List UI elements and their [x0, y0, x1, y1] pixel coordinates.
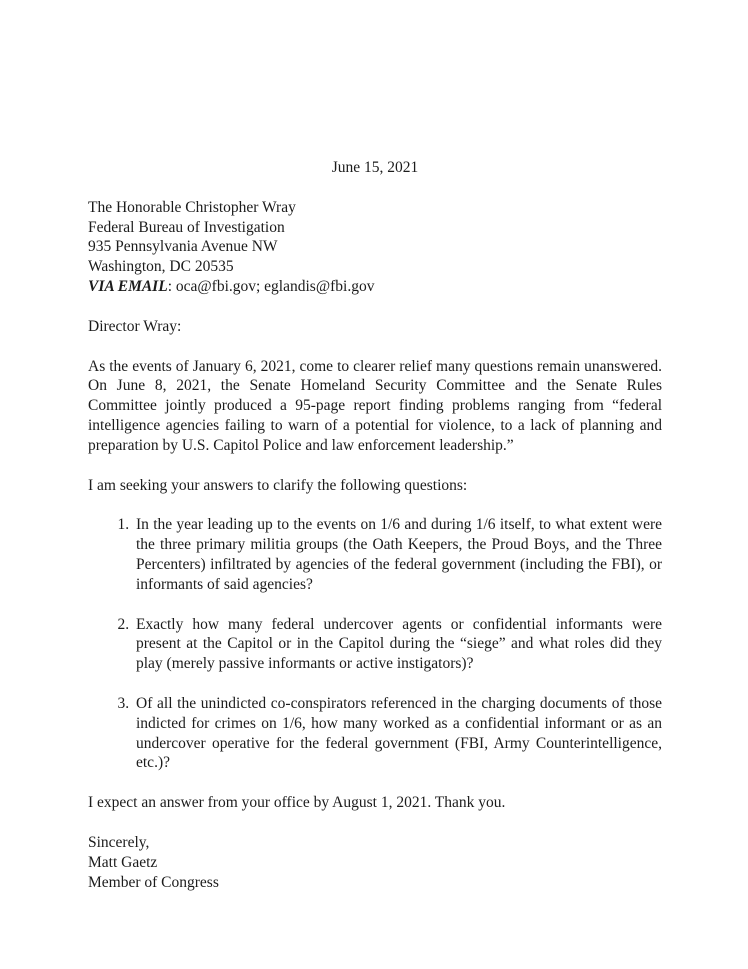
signature-closing: Sincerely,	[88, 833, 150, 851]
recipient-street: 935 Pennsylvania Avenue NW	[88, 238, 278, 256]
body-paragraph-2: I am seeking your answers to clarify the following questions:	[88, 476, 468, 494]
via-email-addresses: : oca@fbi.gov; eglandis@fbi.gov	[167, 277, 375, 295]
letter-date: June 15, 2021	[331, 159, 419, 176]
signature-name: Matt Gaetz	[88, 853, 158, 871]
via-email-line	[88, 277, 662, 297]
recipient-organization: Federal Bureau of Investigation	[88, 218, 285, 236]
signature-block	[88, 833, 662, 892]
signature-title: Member of Congress	[88, 873, 219, 891]
recipient-name: The Honorable Christopher Wray	[88, 198, 296, 216]
closing-paragraph: I expect an answer from your office by August 1, 2021. Thank you.	[88, 794, 506, 812]
letter-content	[88, 158, 662, 892]
via-email-label: VIA EMAIL	[88, 277, 168, 295]
recipient-address-block	[88, 198, 662, 297]
question-item-3: 3. Of all the unindicted co-conspirators referenced in the charging documents of those indicted for crimes on 1/6, how many worked as a confidential informant or as an undercover operative for the federal government (FBI, Army Counterintelligence, etc.)?	[133, 694, 662, 773]
body-paragraph-1: As the events of January 6, 2021, come to clearer relief many questions remain unanswered. On June 8, 2021, the Senate Homeland Security Committee and the Senate Rules Committee jointly produced a 95-page report finding problems ranging from “federal intelligence agencies failing to warn of a potential for violence, to a lack of planning and preparation by U.S. Capitol Police and law enforcement leadership.”	[88, 357, 662, 454]
question-item-2: 2. Exactly how many federal undercover agents or confidential informants were present at the Capitol or in the Capitol during the “siege” and what roles did they play (merely passive informants or active instigators)?	[133, 615, 662, 674]
question-item-1: 1. In the year leading up to the events on 1/6 and during 1/6 itself, to what extent were the three primary militia groups (the Oath Keepers, the Proud Boys, and the Three Percenters) infiltrated by agencies of the federal government (including the FBI), or informants of said agencies?	[133, 515, 662, 594]
recipient-city: Washington, DC 20535	[88, 258, 234, 276]
salutation: Director Wray:	[88, 317, 182, 335]
questions-list	[88, 515, 662, 773]
